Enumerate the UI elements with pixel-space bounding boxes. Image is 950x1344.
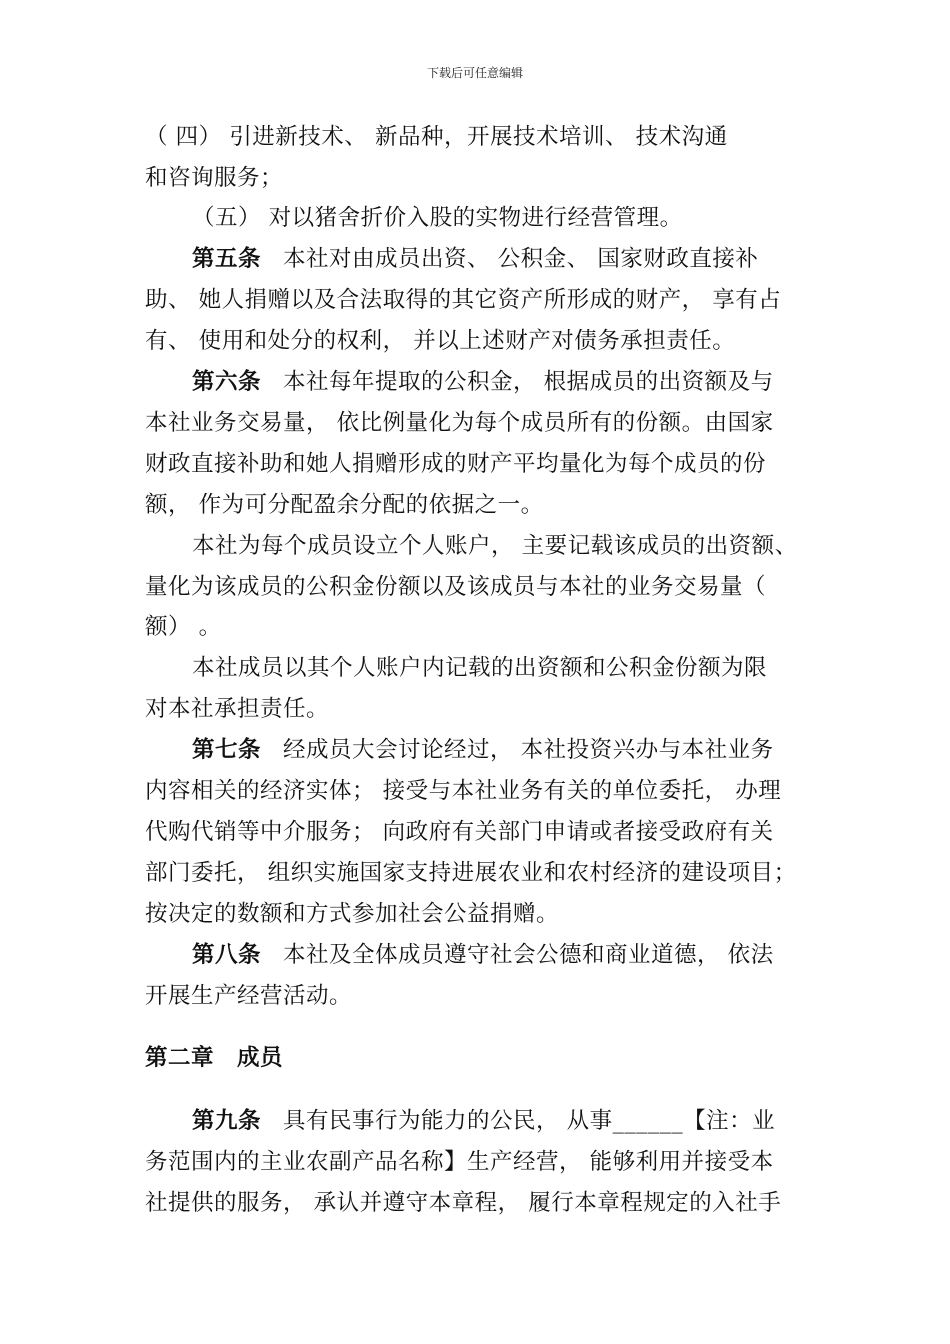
article-text: 具有民事行为能力的公民， 从事______【注：业 [283, 1108, 776, 1134]
article-text: 本社每年提取的公积金， 根据成员的出资额及与 [283, 369, 774, 395]
article-line [192, 940, 774, 970]
text-line: 内容相关的经济实体； 接受与本社业务有关的单位委托， 办理 [145, 778, 782, 804]
text-line: 社提供的服务， 承认并遵守本章程， 履行本章程规定的入社手 [145, 1190, 782, 1216]
text-line: 助、 她人捐赠以及合法取得的其它资产所形成的财产， 享有占 [145, 287, 782, 313]
article-label: 第八条 [192, 942, 262, 968]
article-line [192, 1106, 775, 1136]
article-label: 第六条 [192, 369, 262, 395]
text-line: 务范围内的主业农副产品名称】生产经营， 能够利用并接受本 [145, 1149, 774, 1175]
text-line: 本社为每个成员设立个人账户， 主要记载该成员的出资额、 [192, 533, 798, 559]
article-text: 本社对由成员出资、 公积金、 国家财政直接补 [283, 246, 759, 272]
text-line: 财政直接补助和她人捐赠形成的财产平均量化为每个成员的份 [145, 451, 767, 477]
text-line: （ 四） 引进新技术、 新品种，开展技术培训、 技术沟通 [145, 124, 728, 150]
text-line: 本社成员以其个人账户内记载的出资额和公积金份额为限 [192, 655, 768, 681]
text-line: 和咨询服务； [145, 165, 284, 191]
text-line: 本社业务交易量， 依比例量化为每个成员所有的份额。由国家 [145, 410, 774, 436]
text-line: 代购代销等中介服务； 向政府有关部门申请或者接受政府有关 [145, 819, 774, 845]
text-line: （五） 对以猪舍折价入股的实物进行经营管理。 [192, 205, 683, 231]
article-text: 本社及全体成员遵守社会公德和商业道德， 依法 [283, 942, 774, 968]
text-line: 有、 使用和处分的权利， 并以上述财产对债务承担责任。 [145, 328, 736, 354]
article-line [192, 367, 774, 397]
article-label: 第九条 [192, 1108, 262, 1134]
chapter-heading: 第二章 成员 [145, 1045, 284, 1071]
text-line: 量化为该成员的公积金份额以及该成员与本社的业务交易量（ [145, 574, 767, 600]
text-line: 开展生产经营活动。 [145, 983, 353, 1009]
text-line: 按决定的数额和方式参加社会公益捐赠。 [145, 901, 560, 927]
article-line [192, 244, 758, 274]
page-header: 下载后可任意编辑 [426, 66, 523, 80]
article-text: 经成员大会讨论经过， 本社投资兴办与本社业务 [283, 737, 774, 763]
article-label: 第五条 [192, 246, 262, 272]
article-label: 第七条 [192, 737, 262, 763]
text-line: 部门委托， 组织实施国家支持进展农业和农村经济的建设项目； [145, 860, 797, 886]
text-line: 额， 作为可分配盈余分配的依据之一。 [145, 492, 544, 518]
text-line: 额） 。 [145, 614, 222, 640]
text-line: 对本社承担责任。 [145, 696, 330, 722]
article-line [192, 735, 774, 765]
